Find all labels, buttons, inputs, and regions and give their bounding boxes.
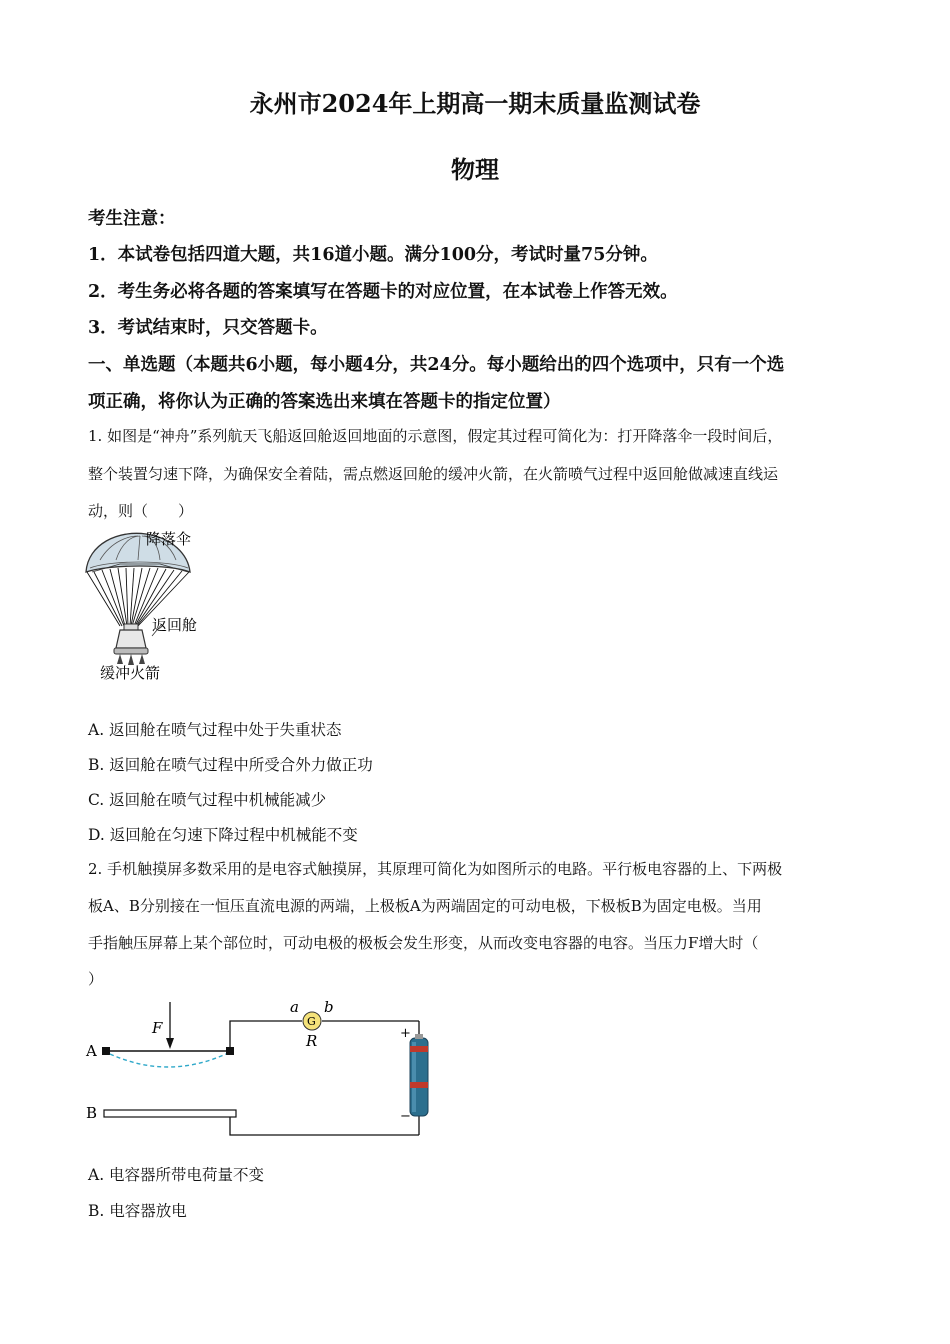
capsule-label: 返回舱: [152, 616, 198, 634]
subject-title: 物理: [451, 155, 499, 184]
plate-a-label: A: [86, 1042, 97, 1060]
q1-stem: 整个装置匀速下降，为确保安全着陆，需点燃返回舱的缓冲火箭，在火箭喷气过程中返回舱做减速直线运: [88, 465, 779, 483]
plate-b-label: B: [86, 1104, 98, 1122]
notice-item: 3．考试结束时，只交答题卡。: [88, 318, 328, 338]
plate-b: [104, 1110, 236, 1117]
q2-option-b: B. 电容器放电: [88, 1202, 187, 1220]
notice-item: 2．考生务必将各题的答案填写在答题卡的对应位置，在本试卷上作答无效。: [88, 282, 678, 302]
q1-option-b: B. 返回舱在喷气过程中所受合外力做正功: [88, 756, 373, 774]
node-a-label: a: [290, 998, 299, 1016]
resistor-label: R: [306, 1032, 318, 1050]
plus-label: +: [400, 1026, 411, 1041]
notice-heading: 考生注意：: [88, 209, 176, 229]
rocket-label: 缓冲火箭: [100, 664, 161, 682]
plate-a-left-terminal: [102, 1047, 110, 1055]
parachute-label: 降落伞: [146, 530, 192, 548]
minus-label: −: [400, 1109, 411, 1124]
force-label: F: [152, 1019, 163, 1037]
section-heading: 一、单选题（本题共6小题，每小题4分，共24分。每小题给出的四个选项中，只有一个选: [88, 355, 785, 375]
circuit-figure: [84, 994, 444, 1144]
notice-item: 1．本试卷包括四道大题，共16道小题。满分100分，考试时量75分钟。: [88, 245, 658, 265]
parachute-figure: [80, 524, 215, 686]
battery: [410, 1034, 428, 1116]
q2-stem: 手指触压屏幕上某个部位时，可动电极的极板会发生形变，从而改变电容器的电容。当压力F增大时（: [88, 934, 759, 952]
q2-stem: 板A、B分别接在一恒压直流电源的两端，上极板A为两端固定的可动电极，下极板B为固定电极。当用: [88, 897, 762, 915]
plate-a-right-terminal: [226, 1047, 234, 1055]
q1-stem: 1. 如图是“神舟”系列航天飞船返回舱返回地面的示意图，假定其过程可简化为：打开降落伞一段时间后，: [88, 427, 783, 445]
q1-option-c: C. 返回舱在喷气过程中机械能减少: [88, 791, 327, 809]
deformed-plate-curve: [110, 1054, 226, 1067]
node-b-label: b: [324, 998, 334, 1016]
galvanometer-label: G: [307, 1015, 316, 1028]
q2-stem: 2. 手机触摸屏多数采用的是电容式触摸屏，其原理可简化为如图所示的电路。平行板电容器的上、下两极: [88, 860, 783, 878]
q1-option-d: D. 返回舱在匀速下降过程中机械能不变: [88, 826, 358, 844]
section-heading: 项正确，将你认为正确的答案选出来填在答题卡的指定位置）: [88, 392, 561, 412]
q1-stem: 动，则（ ）: [88, 502, 194, 520]
q2-option-a: A. 电容器所带电荷量不变: [88, 1166, 265, 1184]
q1-option-a: A. 返回舱在喷气过程中处于失重状态: [88, 721, 342, 739]
q2-stem: ）: [88, 970, 104, 988]
exam-title: 永州市2024年上期高一期末质量监测试卷: [249, 89, 701, 118]
